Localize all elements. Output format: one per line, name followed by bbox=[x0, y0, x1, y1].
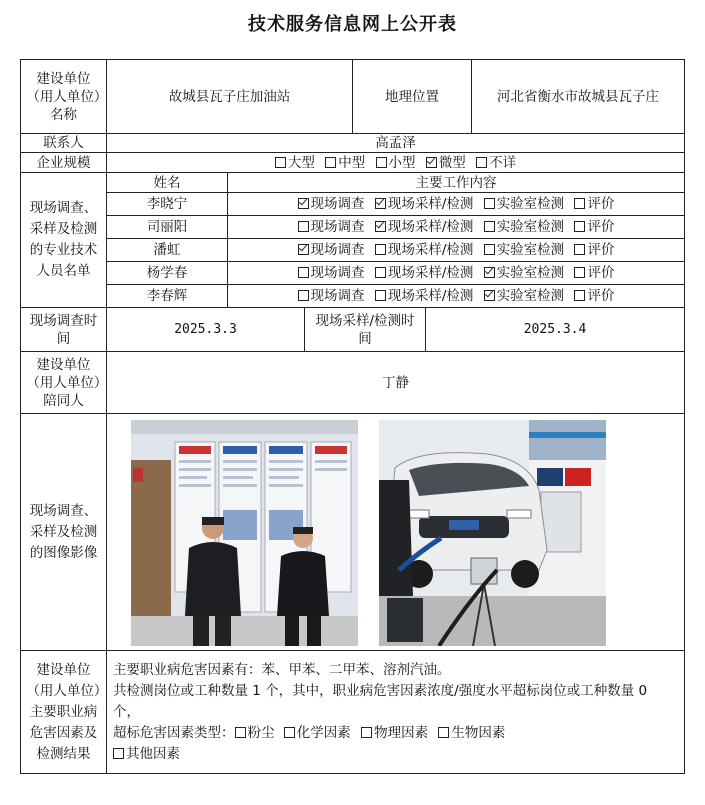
factor-other-line bbox=[113, 744, 678, 765]
checked-checkbox-icon bbox=[484, 290, 495, 301]
staff-tasks: 现场调查 现场采样/检测 实验室检测 评价 bbox=[228, 193, 685, 216]
checkbox-icon bbox=[574, 290, 585, 301]
staff-tasks: 现场调查 现场采样/检测 实验室检测 评价 bbox=[228, 239, 685, 262]
checkbox-icon bbox=[484, 198, 495, 209]
results-content bbox=[107, 651, 685, 774]
checkbox-icon bbox=[438, 727, 449, 738]
companion-label: 建设单位（用人单位）陪同人 bbox=[21, 352, 107, 414]
photo-staff-illustration bbox=[131, 420, 358, 646]
exceed-label: 超标危害因素类型： bbox=[113, 724, 235, 741]
staff-tasks: 现场调查 现场采样/检测 实验室检测 评价 bbox=[228, 285, 685, 308]
contact-label: 联系人 bbox=[21, 134, 107, 153]
checkbox-icon bbox=[574, 267, 585, 278]
checkbox-icon bbox=[235, 727, 246, 738]
checkbox-icon bbox=[298, 267, 309, 278]
scale-option-unknown[interactable]: 不详 bbox=[476, 155, 516, 171]
staff-name: 李晓宁 bbox=[107, 193, 228, 216]
photo-sampling-at-pump bbox=[379, 420, 606, 646]
scale-option-micro[interactable]: 微型 bbox=[426, 155, 466, 171]
photo-staff-with-notice-board bbox=[131, 420, 358, 646]
staff-name: 李春辉 bbox=[107, 285, 228, 308]
checkbox-icon bbox=[375, 290, 386, 301]
checkbox-icon bbox=[484, 244, 495, 255]
factor-dust[interactable]: 粉尘 bbox=[235, 725, 275, 741]
checkbox-icon bbox=[375, 244, 386, 255]
checkbox-icon bbox=[574, 198, 585, 209]
checkbox-icon bbox=[476, 157, 487, 168]
staff-tasks: 现场调查 现场采样/检测 实验室检测 评价 bbox=[228, 216, 685, 239]
sampling-date: 2025.3.4 bbox=[426, 308, 685, 352]
companion-name: 丁静 bbox=[107, 352, 685, 414]
unit-label: 建设单位（用人单位）名称 bbox=[21, 60, 107, 134]
checked-checkbox-icon bbox=[375, 198, 386, 209]
photo-sampling-illustration bbox=[379, 420, 606, 646]
scale-label: 企业规模 bbox=[21, 153, 107, 173]
checked-checkbox-icon bbox=[426, 157, 437, 168]
checkbox-icon bbox=[361, 727, 372, 738]
factor-physical[interactable]: 物理因素 bbox=[361, 725, 428, 741]
scale-option-small[interactable]: 小型 bbox=[376, 155, 416, 171]
location-value: 河北省衡水市故城县瓦子庄 bbox=[472, 60, 685, 134]
staff-tasks: 现场调查 现场采样/检测 实验室检测 评价 bbox=[228, 262, 685, 285]
staff-name-header: 姓名 bbox=[107, 173, 228, 193]
staff-name: 潘虹 bbox=[107, 239, 228, 262]
disclosure-table bbox=[20, 59, 685, 774]
survey-date-label: 现场调查时间 bbox=[21, 308, 107, 352]
checked-checkbox-icon bbox=[375, 221, 386, 232]
results-line-1: 主要职业病危害因素有：苯、甲苯、二甲苯、溶剂汽油。 bbox=[113, 661, 451, 678]
location-label: 地理位置 bbox=[353, 60, 472, 134]
checkbox-icon bbox=[375, 267, 386, 278]
checked-checkbox-icon bbox=[298, 244, 309, 255]
unit-name: 故城县瓦子庄加油站 bbox=[107, 60, 353, 134]
exceed-factors bbox=[113, 723, 678, 744]
images-label: 现场调查、采样及检测的图像影像 bbox=[21, 414, 107, 651]
survey-date: 2025.3.3 bbox=[107, 308, 305, 352]
checkbox-icon bbox=[574, 221, 585, 232]
sampling-date-label: 现场采样/检测时间 bbox=[305, 308, 426, 352]
results-label: 建设单位（用人单位）主要职业病危害因素及检测结果 bbox=[21, 651, 107, 774]
checkbox-icon bbox=[325, 157, 336, 168]
checkbox-icon bbox=[484, 221, 495, 232]
results-line-2: 共检测岗位或工种数量 1 个，其中，职业病危害因素浓度/强度水平超标岗位或工种数量 0 个， bbox=[113, 682, 648, 720]
checkbox-icon bbox=[376, 157, 387, 168]
checkbox-icon bbox=[298, 290, 309, 301]
scale-options bbox=[107, 153, 685, 173]
checked-checkbox-icon bbox=[298, 198, 309, 209]
checkbox-icon bbox=[574, 244, 585, 255]
factor-biological[interactable]: 生物因素 bbox=[438, 725, 505, 741]
factor-other[interactable]: 其他因素 bbox=[113, 746, 180, 762]
scale-option-medium[interactable]: 中型 bbox=[325, 155, 365, 171]
staff-name: 司丽阳 bbox=[107, 216, 228, 239]
scale-option-large[interactable]: 大型 bbox=[275, 155, 315, 171]
photo-area bbox=[107, 414, 684, 650]
staff-name: 杨学春 bbox=[107, 262, 228, 285]
contact-value: 高孟泽 bbox=[107, 134, 685, 153]
checkbox-icon bbox=[298, 221, 309, 232]
checked-checkbox-icon bbox=[484, 267, 495, 278]
factor-chemical[interactable]: 化学因素 bbox=[284, 725, 351, 741]
checkbox-icon bbox=[275, 157, 286, 168]
checkbox-icon bbox=[284, 727, 295, 738]
staff-work-header: 主要工作内容 bbox=[228, 173, 685, 193]
page-title: 技术服务信息网上公开表 bbox=[248, 14, 457, 35]
staff-label: 现场调查、采样及检测的专业技术人员名单 bbox=[21, 173, 107, 308]
checkbox-icon bbox=[113, 748, 124, 759]
